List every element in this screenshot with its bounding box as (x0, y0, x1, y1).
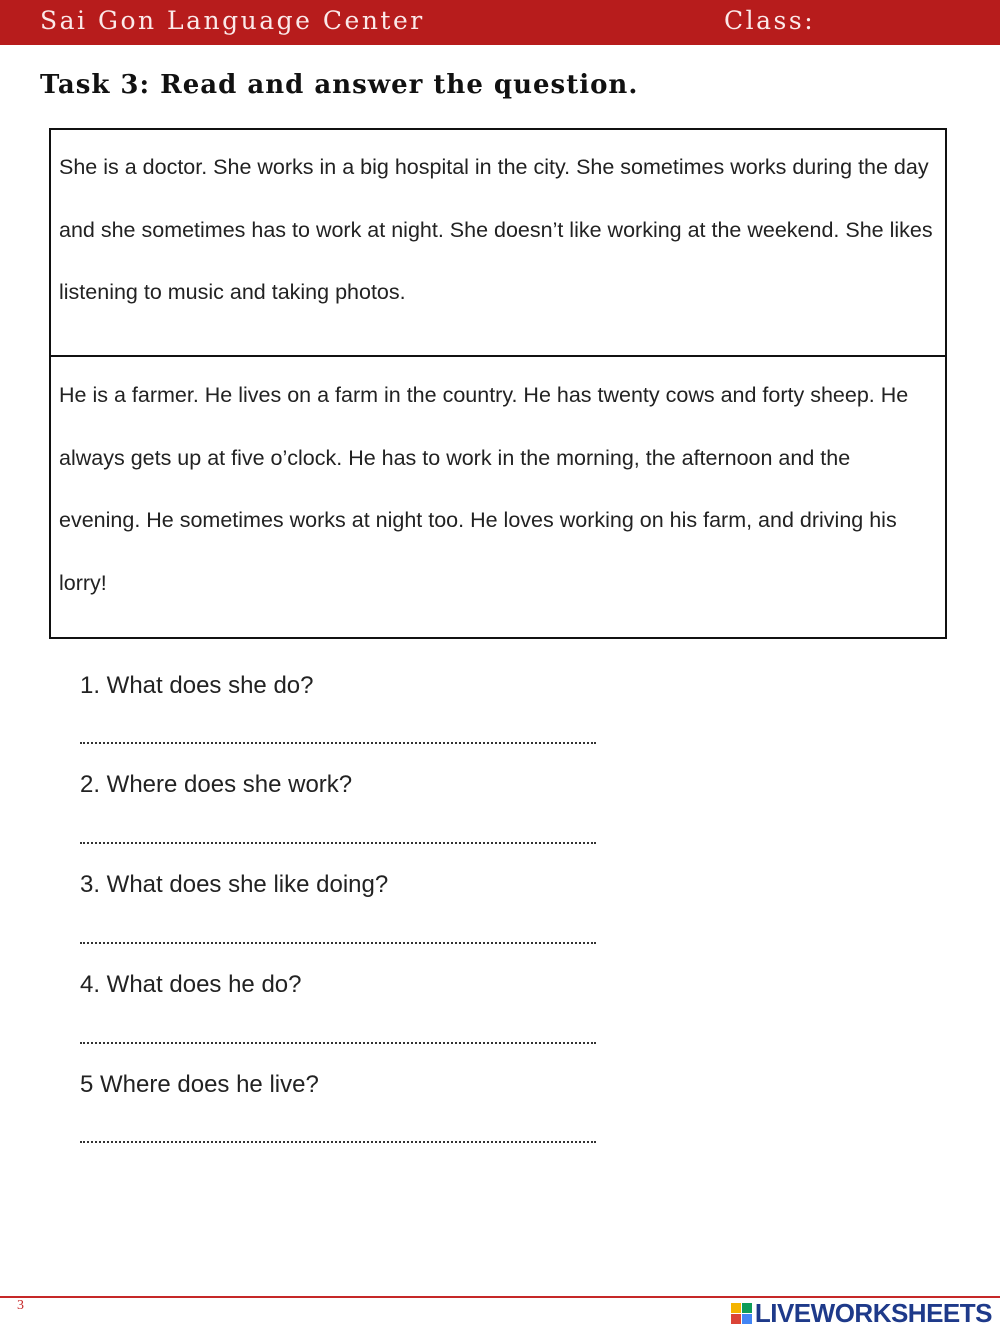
logo-square (742, 1314, 752, 1324)
logo-square (731, 1314, 741, 1324)
class-label: Class: (724, 6, 816, 35)
question-text: 3. What does she like doing? (80, 871, 389, 898)
question-text: 2. Where does she work? (80, 771, 353, 798)
task-title: Task 3: Read and answer the question. (40, 70, 639, 100)
question-text: 5 Where does he live? (80, 1071, 319, 1098)
answer-field[interactable] (80, 842, 596, 844)
liveworksheets-logo (731, 1298, 992, 1328)
page-number: 3 (17, 1298, 24, 1313)
question-text: 4. What does he do? (80, 971, 302, 998)
answer-field[interactable] (80, 1042, 596, 1044)
logo-square (742, 1303, 752, 1313)
center-name: Sai Gon Language Center (40, 6, 425, 35)
passage-text: She is a doctor. She works in a big hospital in the city. She sometimes works during the day and she sometimes has to work at night. She doesn’t like working at the weekend. She likes listening to music and taking photos. (59, 155, 933, 304)
passage-farmer (49, 355, 947, 639)
logo-text: LIVEWORKSHEETS (754, 1297, 992, 1328)
header-bar (0, 0, 1000, 45)
passage-doctor (49, 128, 947, 357)
question-text: 1. What does she do? (80, 672, 314, 699)
answer-field[interactable] (80, 942, 596, 944)
answer-field[interactable] (80, 1141, 596, 1143)
logo-square (731, 1303, 741, 1313)
answer-field[interactable] (80, 742, 596, 744)
passage-text: He is a farmer. He lives on a farm in the country. He has twenty cows and forty sheep. He always gets up at five o’clock. He has to work in the morning, the afternoon and the evening. He sometimes works at night too. He loves working on his farm, and driving his lorry! (59, 383, 909, 595)
liveworksheets-logo-icon (731, 1303, 752, 1324)
